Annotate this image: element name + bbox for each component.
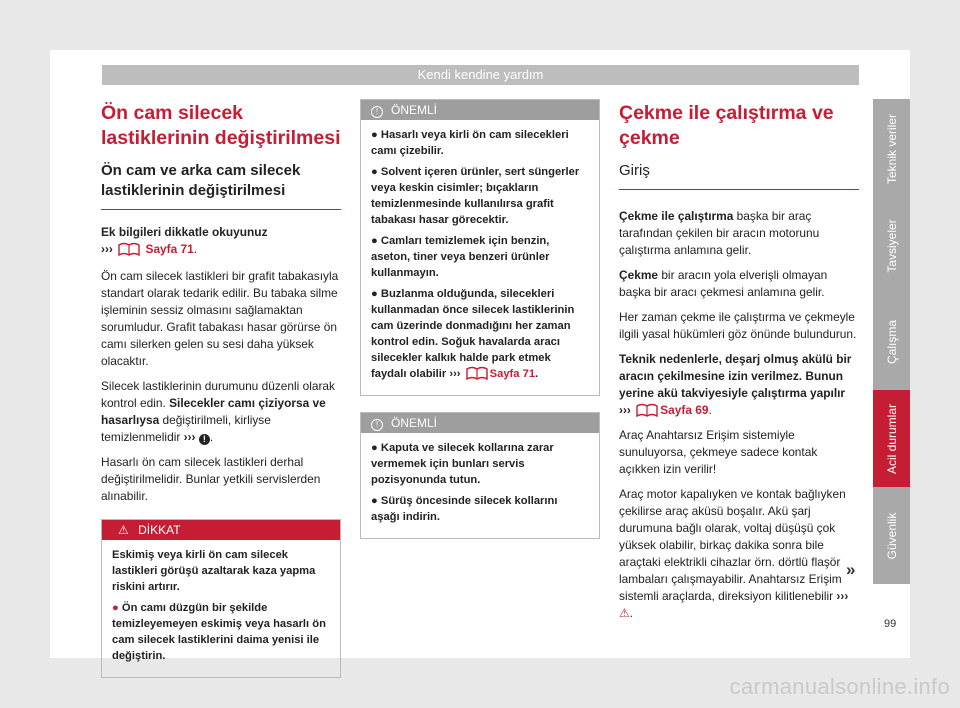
intro-bold: Ek bilgileri dikkatle okuyunuz <box>101 225 268 239</box>
bullet-icon: ● <box>371 129 378 141</box>
warning-triangle-icon: ⚠ <box>118 523 129 537</box>
notice-item: ● Buzlanma olduğunda, silecekleri kullanmadan önce silecek lastiklerinin cam üzerinde donmadığını her zaman kontrol edin. Soğuk havalarda aracı silecekler kalkık halde park etmek faydalı olabilir ››› Sayfa 71. <box>371 288 575 380</box>
notice-box-2 <box>360 412 600 539</box>
tab-teknik-veriler[interactable]: Teknik veriler <box>873 99 910 198</box>
watermark: carmanualsonline.info <box>729 674 950 699</box>
caution-header <box>102 520 340 540</box>
paragraph: Her zaman çekme ile çalıştırma ve çekmeyle ilgili yasal hükümleri göz önünde bulundurun. <box>619 310 857 341</box>
section-title: Ön cam silecek lastiklerinin değiştirilmesi <box>101 102 341 149</box>
book-icon <box>636 403 658 417</box>
bullet-icon: ● <box>371 166 378 178</box>
caution-label: DİKKAT <box>138 523 181 537</box>
tab-guvenlik[interactable]: Güvenlik <box>873 487 910 584</box>
tab-acil-durumlar[interactable]: Acil durumlar <box>873 390 910 487</box>
book-icon <box>466 366 488 380</box>
warning-circle-icon: ! <box>199 434 210 445</box>
page-ref-link[interactable]: Sayfa 71 <box>489 368 536 380</box>
notice-item: ● Kaputa ve silecek kollarına zarar vermemek için bunları servis pozisyonunda tutun. <box>371 442 554 486</box>
column-right <box>619 96 859 630</box>
warning-triangle-icon: ⚠ <box>619 606 630 620</box>
paragraph: Araç Anahtarsız Erişim sistemiyle sunuluyorsa, çekmeye sadece kontak açıkken izin verilir! <box>619 428 818 476</box>
info-circle-icon: ! <box>371 419 383 431</box>
notice-box-1 <box>360 99 600 396</box>
notice-item: ● Sürüş öncesinde silecek kollarını aşağı indirin. <box>371 495 558 523</box>
page-ref-link[interactable]: Sayfa 69 <box>660 403 709 417</box>
arrows: ››› <box>101 242 113 256</box>
book-icon <box>118 242 140 256</box>
paragraph: Çekme bir aracın yola elverişli olmayan başka bir aracı çekmesi anlamına gelir. <box>619 268 828 299</box>
caution-text: Eskimiş veya kirli ön cam silecek lastikleri görüşü azaltarak kaza yapma riskini artırır. <box>112 549 316 593</box>
column-middle <box>360 99 600 539</box>
bullet-icon: ● <box>371 288 378 300</box>
notice-item: ● Hasarlı veya kirli ön cam silecekleri camı çizebilir. <box>371 129 569 157</box>
caution-box <box>101 519 341 678</box>
column-left <box>101 96 341 678</box>
section-title: Çekme ile çalıştırma ve çekme <box>619 102 834 149</box>
paragraph: Çekme ile çalıştırma başka bir araç tarafından çekilen bir aracın motorunu çalıştırma anlamına gelir. <box>619 209 820 257</box>
bullet-icon: ● <box>371 495 378 507</box>
bullet-icon: ● <box>371 235 378 247</box>
paragraph-inspection: Silecek lastiklerinin durumunu düzenli olarak kontrol edin. Silecekler camı çiziyorsa ve hasarlıysa değiştirilmeli, kirliyse temizlenmelidir ››› ! . <box>101 379 335 444</box>
paragraph: Araç motor kapalıyken ve kontak bağlıyken çekilirse araç aküsü boşalır. Akü şarj durumuna bağlı olarak, voltaj düşüşü çok yüksek olabilir, birkaç dakika sonra bile araçtaki elektrikli cihazlar örn. dörtlü flaşör lambaları çalışmayabilir. Anahtarsız Erişim sistemli araçlarda, direksiyon kilitlenebilir ››› ⚠. <box>619 487 849 620</box>
notice-item: ● Camları temizlemek için benzin, aseton, tiner veya benzeri ürünler kullanmayın. <box>371 235 550 279</box>
notice-header-2: ! ÖNEMLİ <box>361 413 599 433</box>
notice-header-1: ! ÖNEMLİ <box>361 100 599 120</box>
bullet-icon: ● <box>112 602 119 614</box>
section-header: Kendi kendine yardım <box>102 65 859 85</box>
continue-chevron: » <box>846 560 856 579</box>
paragraph: Teknik nedenlerle, deşarj olmuş akülü bir aracın çekilmesine izin verilmez. Bunun yerine akü takviyesiyle çalıştırma yapılır ››› Sayfa 69. <box>619 352 852 417</box>
section-subtitle: Giriş <box>619 161 859 190</box>
caution-bullet: ● Ön camı düzgün bir şekilde temizleyemeyen eskimiş veya hasarlı ön cam silecek lastiklerini daima yenisi ile değiştirin. <box>112 602 326 662</box>
intro: Ek bilgileri dikkatle okuyunuz ››› Sayfa 71. <box>101 225 268 256</box>
paragraph-graphite: Ön cam silecek lastikleri bir grafit tabakasıyla standart olarak tedarik edilir. Bu tabaka silme işleminin sessiz olmasını sağlamaktan sorumludur. Grafit tabakası hasar görürse ön camı silerken gelen su sesi daha yüksek olacaktır. <box>101 269 339 368</box>
bullet-icon: ● <box>371 442 378 454</box>
notice-item: ● Solvent içeren ürünler, sert süngerler veya keskin cisimler; bıçakların temizlenmesinde kullanılırsa grafit tabakası hasar görecektir. <box>371 166 580 226</box>
page-number: 99 <box>884 618 897 630</box>
paragraph-replace: Hasarlı ön cam silecek lastikleri derhal değiştirilmelidir. Bunlar yetkili servislerden alınabilir. <box>101 455 321 503</box>
info-circle-icon: ! <box>371 106 383 118</box>
page-ref-link[interactable]: Sayfa 71 <box>145 242 194 256</box>
tab-tavsiyeler[interactable]: Tavsiyeler <box>873 198 910 293</box>
tab-calisma[interactable]: Çalışma <box>873 293 910 390</box>
section-subtitle: Ön cam ve arka cam silecek lastiklerinin değiştirilmesi <box>101 161 341 210</box>
